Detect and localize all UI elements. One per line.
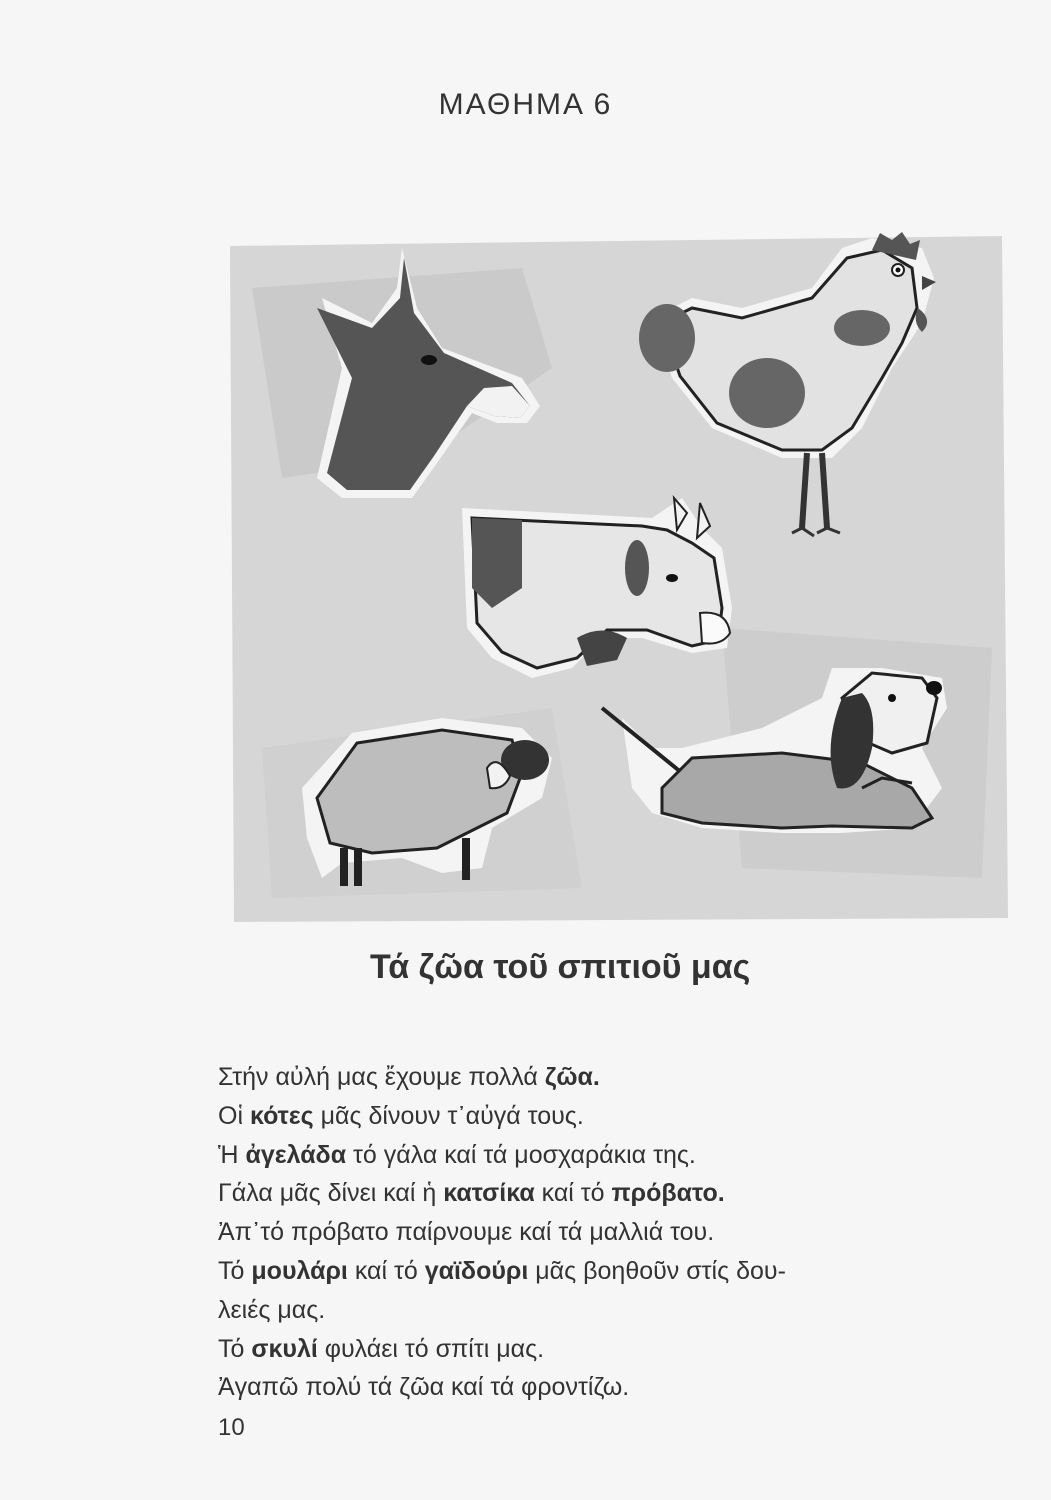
text-line (218, 1368, 1018, 1407)
text-segment: τό γάλα καί τά μοσχαράκια της. (346, 1140, 696, 1169)
bold-word: γαϊδούρι (424, 1256, 529, 1285)
text-segment: Οἱ (218, 1101, 250, 1130)
bold-word: ἀγελάδα (245, 1140, 347, 1169)
text-line (218, 1213, 1018, 1252)
text-line (218, 1174, 1018, 1213)
text-segment: φυλάει τό σπίτι μας. (317, 1334, 545, 1363)
bold-word: κατσίκα (443, 1179, 535, 1208)
text-line (218, 1330, 1018, 1369)
text-segment: λειές μας. (218, 1295, 326, 1324)
lesson-text (218, 1058, 1018, 1407)
cow-figure (462, 498, 732, 678)
bold-word: μουλάρι (251, 1256, 348, 1285)
text-segment: Ἡ (218, 1140, 246, 1169)
text-segment: Ἀπ᾽τό πρόβατο παίρνουμε καί τά μαλλιά του. (218, 1218, 715, 1247)
bold-word: σκυλί (251, 1334, 318, 1363)
text-line (218, 1097, 1018, 1136)
lesson-title: Τά ζῶα τοῦ σπιτιοῦ μας (370, 948, 751, 986)
bold-word: πρόβατο. (611, 1179, 725, 1208)
text-segment: καί τό (347, 1256, 425, 1285)
text-segment: Στήν αὐλή μας ἔχουμε πολλά (218, 1063, 545, 1091)
text-segment: Τό (218, 1334, 252, 1363)
text-segment: καί τό (534, 1179, 612, 1208)
farm-animals-illustration (222, 228, 1012, 928)
text-line (218, 1291, 1018, 1330)
text-segment: Γάλα μᾶς δίνει καί ἡ (218, 1179, 444, 1208)
text-line (218, 1136, 1018, 1175)
bold-word: ζῶα. (544, 1063, 600, 1091)
bold-word: κότες (249, 1101, 314, 1130)
text-segment: μᾶς δίνουν τ᾽αὐγά τους. (313, 1101, 584, 1130)
text-line (218, 1252, 1018, 1291)
text-segment: Ἀγαπῶ πολύ τά ζῶα καί τά φροντίζω. (218, 1373, 630, 1402)
page-heading: ΜΑΘΗΜΑ 6 (438, 88, 613, 121)
text-segment: Τό (218, 1256, 252, 1285)
text-segment: μᾶς βοηθοῦν στίς δου- (528, 1256, 786, 1285)
text-line (218, 1058, 1018, 1097)
page-number: 10 (218, 1414, 245, 1441)
